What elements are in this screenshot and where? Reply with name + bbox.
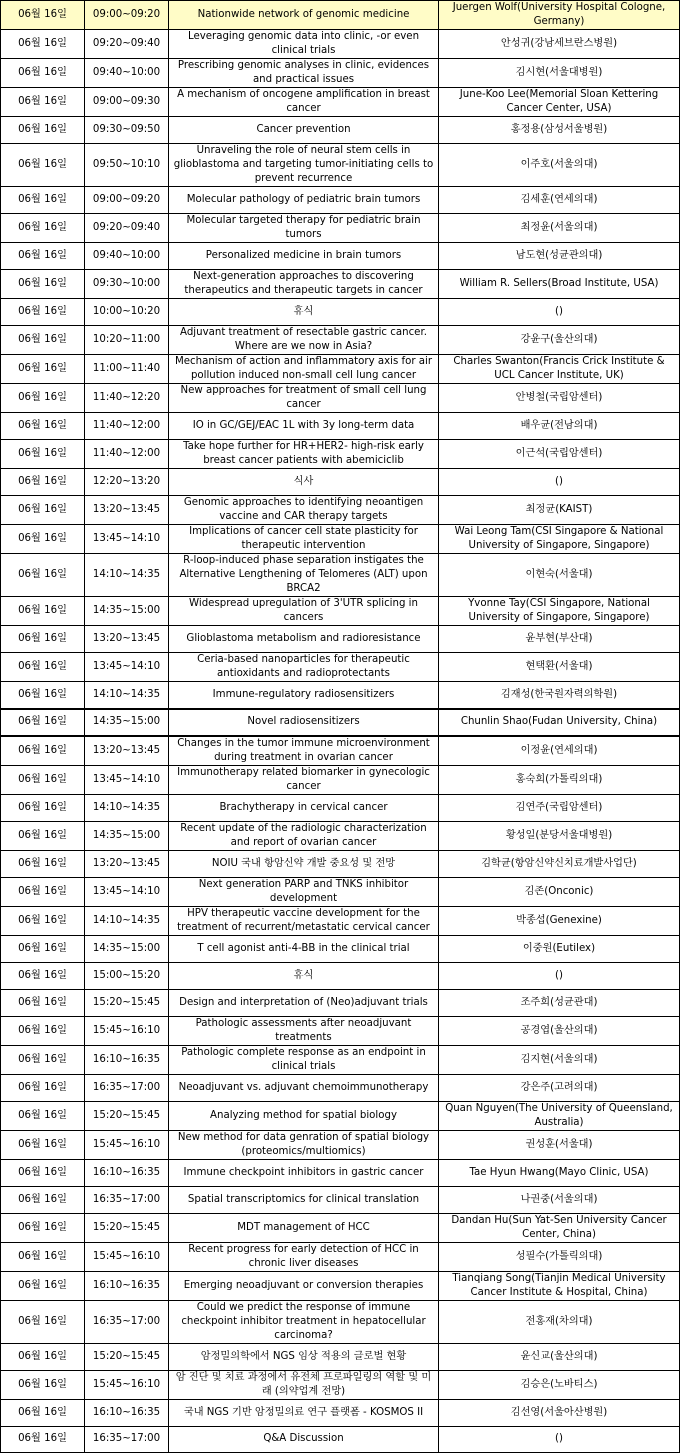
session-date: 06월 16일: [1, 270, 85, 299]
session-date: 06월 16일: [1, 1213, 85, 1242]
session-title: Immune-regulatory radiosensitizers: [169, 682, 439, 709]
table-row: [1, 117, 680, 144]
session-date: 06월 16일: [1, 1101, 85, 1130]
table-row: [1, 30, 680, 59]
session-speaker: (): [439, 299, 680, 326]
table-row: [1, 1045, 680, 1074]
session-speaker: Wai Leong Tam(CSI Singapore & National University of Singapore, Singapore): [439, 525, 680, 554]
session-speaker: Tae Hyun Hwang(Mayo Clinic, USA): [439, 1159, 680, 1186]
session-time: 15:45~16:10: [85, 1242, 169, 1271]
session-time: 10:00~10:20: [85, 299, 169, 326]
session-time: 13:45~14:10: [85, 877, 169, 906]
session-title: New approaches for treatment of small cell lung cancer: [169, 384, 439, 413]
table-row: [1, 554, 680, 597]
session-date: 06월 16일: [1, 496, 85, 525]
session-time: 15:45~16:10: [85, 1016, 169, 1045]
session-title: Next generation PARP and TNKS inhibitor development: [169, 877, 439, 906]
session-title: 휴식: [169, 299, 439, 326]
table-row: [1, 821, 680, 850]
session-time: 16:35~17:00: [85, 1426, 169, 1452]
session-date: 06월 16일: [1, 525, 85, 554]
table-row: [1, 682, 680, 709]
session-speaker: 김선영(서울아산병원): [439, 1399, 680, 1426]
session-time: 16:35~17:00: [85, 1074, 169, 1101]
session-date: 06월 16일: [1, 765, 85, 794]
table-row: [1, 597, 680, 626]
session-date: 06월 16일: [1, 554, 85, 597]
session-time: 16:10~16:35: [85, 1399, 169, 1426]
session-date: 06월 16일: [1, 355, 85, 384]
session-date: 06월 16일: [1, 413, 85, 440]
session-speaker: (): [439, 469, 680, 496]
session-title: Implications of cancer cell state plasticity for therapeutic intervention: [169, 525, 439, 554]
table-row: [1, 1074, 680, 1101]
session-date: 06월 16일: [1, 440, 85, 469]
table-row: [1, 736, 680, 766]
session-title: Cancer prevention: [169, 117, 439, 144]
session-speaker: 권성훈(서울대): [439, 1130, 680, 1159]
table-row: [1, 355, 680, 384]
session-title: Brachytherapy in cervical cancer: [169, 794, 439, 821]
session-date: 06월 16일: [1, 962, 85, 989]
table-row: [1, 440, 680, 469]
session-time: 13:45~14:10: [85, 653, 169, 682]
session-speaker: 윤신교(울산의대): [439, 1343, 680, 1370]
session-title: Immunotherapy related biomarker in gynecologic cancer: [169, 765, 439, 794]
session-date: 06월 16일: [1, 682, 85, 709]
table-row: [1, 653, 680, 682]
session-time: 11:40~12:20: [85, 384, 169, 413]
session-speaker: 김시현(서울대병원): [439, 59, 680, 88]
session-title: Next-generation approaches to discovering therapeutics and therapeutic targets in cancer: [169, 270, 439, 299]
session-time: 13:45~14:10: [85, 525, 169, 554]
session-date: 06월 16일: [1, 653, 85, 682]
session-time: 16:35~17:00: [85, 1186, 169, 1213]
table-row: [1, 326, 680, 355]
table-row: [1, 765, 680, 794]
session-time: 14:10~14:35: [85, 906, 169, 935]
session-title: Recent progress for early detection of HCC in chronic liver diseases: [169, 1242, 439, 1271]
session-speaker: 강은주(고려의대): [439, 1074, 680, 1101]
table-row: [1, 626, 680, 653]
session-title: MDT management of HCC: [169, 1213, 439, 1242]
session-title: Widespread upregulation of 3'UTR splicing in cancers: [169, 597, 439, 626]
session-speaker: Dandan Hu(Sun Yat-Sen University Cancer Center, China): [439, 1213, 680, 1242]
session-speaker: 이근석(국립암센터): [439, 440, 680, 469]
session-title: Molecular pathology of pediatric brain tumors: [169, 187, 439, 214]
session-date: 06월 16일: [1, 626, 85, 653]
table-row: [1, 1370, 680, 1399]
session-time: 14:10~14:35: [85, 682, 169, 709]
session-time: 13:20~13:45: [85, 496, 169, 525]
session-time: 13:20~13:45: [85, 850, 169, 877]
session-title: Novel radiosensitizers: [169, 709, 439, 736]
session-date: 06월 16일: [1, 597, 85, 626]
session-date: 06월 16일: [1, 1370, 85, 1399]
session-speaker: 홍숙희(가톨릭의대): [439, 765, 680, 794]
session-speaker: 이정윤(연세의대): [439, 736, 680, 766]
session-speaker: 이중원(Eutilex): [439, 935, 680, 962]
session-time: 15:45~16:10: [85, 1130, 169, 1159]
table-row: [1, 1426, 680, 1452]
session-time: 13:20~13:45: [85, 626, 169, 653]
session-speaker: 배우균(전남의대): [439, 413, 680, 440]
session-title: IO in GC/GEJ/EAC 1L with 3y long-term data: [169, 413, 439, 440]
session-title: Emerging neoadjuvant or conversion therapies: [169, 1271, 439, 1300]
table-row: [1, 962, 680, 989]
session-speaker: Yvonne Tay(CSI Singapore, National University of Singapore, Singapore): [439, 597, 680, 626]
session-date: 06월 16일: [1, 794, 85, 821]
session-time: 15:20~15:45: [85, 1213, 169, 1242]
session-date: 06월 16일: [1, 1159, 85, 1186]
session-speaker: 김연주(국립암센터): [439, 794, 680, 821]
session-time: 13:20~13:45: [85, 736, 169, 766]
session-speaker: 공경엽(울산의대): [439, 1016, 680, 1045]
session-title: NOIU 국내 항암신약 개발 중요성 및 전망: [169, 850, 439, 877]
session-date: 06월 16일: [1, 1, 85, 30]
table-row: [1, 877, 680, 906]
session-title: Q&A Discussion: [169, 1426, 439, 1452]
session-speaker: 안성귀(강남세브란스병원): [439, 30, 680, 59]
session-time: 09:20~09:40: [85, 30, 169, 59]
table-row: [1, 906, 680, 935]
session-title: A mechanism of oncogene amplification in breast cancer: [169, 88, 439, 117]
session-date: 06월 16일: [1, 1074, 85, 1101]
table-row: [1, 469, 680, 496]
session-speaker: 김존(Onconic): [439, 877, 680, 906]
session-speaker: William R. Sellers(Broad Institute, USA): [439, 270, 680, 299]
session-date: 06월 16일: [1, 59, 85, 88]
table-row: [1, 989, 680, 1016]
table-row: [1, 187, 680, 214]
session-speaker: Juergen Wolf(University Hospital Cologne, Germany): [439, 1, 680, 30]
session-speaker: (): [439, 962, 680, 989]
session-date: 06월 16일: [1, 30, 85, 59]
table-row: [1, 1300, 680, 1343]
table-row: [1, 1242, 680, 1271]
session-title: 휴식: [169, 962, 439, 989]
session-date: 06월 16일: [1, 144, 85, 187]
session-title: Recent update of the radiologic characterization and report of ovarian cancer: [169, 821, 439, 850]
table-row: [1, 1130, 680, 1159]
table-row: [1, 496, 680, 525]
session-time: 09:30~10:00: [85, 270, 169, 299]
session-speaker: 김학균(항암신약신치료개발사업단): [439, 850, 680, 877]
table-row: [1, 709, 680, 736]
session-title: T cell agonist anti-4-BB in the clinical trial: [169, 935, 439, 962]
session-speaker: 박종섭(Genexine): [439, 906, 680, 935]
session-date: 06월 16일: [1, 1426, 85, 1452]
session-date: 06월 16일: [1, 1242, 85, 1271]
session-speaker: 강윤구(울산의대): [439, 326, 680, 355]
session-time: 14:35~15:00: [85, 709, 169, 736]
session-date: 06월 16일: [1, 1399, 85, 1426]
table-row: [1, 299, 680, 326]
session-time: 13:45~14:10: [85, 765, 169, 794]
session-title: Personalized medicine in brain tumors: [169, 243, 439, 270]
table-row: [1, 1186, 680, 1213]
session-speaker: 윤부현(부산대): [439, 626, 680, 653]
session-time: 11:40~12:00: [85, 440, 169, 469]
table-row: [1, 413, 680, 440]
session-date: 06월 16일: [1, 326, 85, 355]
session-title: Glioblastoma metabolism and radioresistance: [169, 626, 439, 653]
table-row: [1, 794, 680, 821]
session-date: 06월 16일: [1, 117, 85, 144]
session-speaker: 현택환(서울대): [439, 653, 680, 682]
session-title: Molecular targeted therapy for pediatric brain tumors: [169, 214, 439, 243]
session-time: 15:20~15:45: [85, 1101, 169, 1130]
session-time: 11:00~11:40: [85, 355, 169, 384]
session-time: 15:20~15:45: [85, 1343, 169, 1370]
session-title: 암 진단 및 치료 과정에서 유전체 프로파일링의 역할 및 미래 (의약업계 전망): [169, 1370, 439, 1399]
table-row: [1, 243, 680, 270]
session-speaker: 김재성(한국원자력의학원): [439, 682, 680, 709]
table-row: [1, 59, 680, 88]
session-title: Unraveling the role of neural stem cells in glioblastoma and targeting tumor-initiating cells to prevent recurrence: [169, 144, 439, 187]
session-time: 14:35~15:00: [85, 935, 169, 962]
session-time: 14:35~15:00: [85, 821, 169, 850]
table-row: [1, 214, 680, 243]
session-date: 06월 16일: [1, 469, 85, 496]
session-speaker: Tianqiang Song(Tianjin Medical University Cancer Institute & Hospital, China): [439, 1271, 680, 1300]
session-date: 06월 16일: [1, 821, 85, 850]
session-time: 16:10~16:35: [85, 1271, 169, 1300]
table-row: [1, 1271, 680, 1300]
session-date: 06월 16일: [1, 989, 85, 1016]
session-time: 11:40~12:00: [85, 413, 169, 440]
session-speaker: Charles Swanton(Francis Crick Institute & UCL Cancer Institute, UK): [439, 355, 680, 384]
session-time: 14:10~14:35: [85, 554, 169, 597]
session-date: 06월 16일: [1, 243, 85, 270]
session-date: 06월 16일: [1, 1271, 85, 1300]
session-title: HPV therapeutic vaccine development for the treatment of recurrent/metastatic cervical cancer: [169, 906, 439, 935]
session-speaker: Chunlin Shao(Fudan University, China): [439, 709, 680, 736]
session-time: 10:20~11:00: [85, 326, 169, 355]
session-time: 09:00~09:20: [85, 187, 169, 214]
session-time: 16:35~17:00: [85, 1300, 169, 1343]
session-title: Ceria-based nanoparticles for therapeutic antioxidants and radioprotectants: [169, 653, 439, 682]
session-date: 06월 16일: [1, 1045, 85, 1074]
session-title: Take hope further for HR+HER2- high-risk early breast cancer patients with abemiciclib: [169, 440, 439, 469]
session-speaker: 성필수(가톨릭의대): [439, 1242, 680, 1271]
table-row: [1, 1016, 680, 1045]
session-time: 12:20~13:20: [85, 469, 169, 496]
session-speaker: 남도현(성균관의대): [439, 243, 680, 270]
session-date: 06월 16일: [1, 1300, 85, 1343]
session-speaker: 최정균(KAIST): [439, 496, 680, 525]
session-speaker: Quan Nguyen(The University of Queensland, Australia): [439, 1101, 680, 1130]
session-date: 06월 16일: [1, 850, 85, 877]
table-row: [1, 1213, 680, 1242]
session-title: Immune checkpoint inhibitors in gastric cancer: [169, 1159, 439, 1186]
session-date: 06월 16일: [1, 214, 85, 243]
session-speaker: 황성일(분당서울대병원): [439, 821, 680, 850]
table-row: [1, 144, 680, 187]
table-row: [1, 850, 680, 877]
session-date: 06월 16일: [1, 736, 85, 766]
session-speaker: 이현숙(서울대): [439, 554, 680, 597]
session-title: R-loop-induced phase separation instigates the Alternative Lengthening of Telomeres (ALT) upon BRCA2: [169, 554, 439, 597]
session-speaker: 조주희(성균관대): [439, 989, 680, 1016]
table-row: [1, 88, 680, 117]
session-date: 06월 16일: [1, 1186, 85, 1213]
session-time: 15:45~16:10: [85, 1370, 169, 1399]
session-title: Adjuvant treatment of resectable gastric cancer. Where are we now in Asia?: [169, 326, 439, 355]
session-title: Genomic approaches to identifying neoantigen vaccine and CAR therapy targets: [169, 496, 439, 525]
session-time: 09:20~09:40: [85, 214, 169, 243]
session-title: Nationwide network of genomic medicine: [169, 1, 439, 30]
session-title: Changes in the tumor immune microenvironment during treatment in ovarian cancer: [169, 736, 439, 766]
session-title: Neoadjuvant vs. adjuvant chemoimmunotherapy: [169, 1074, 439, 1101]
table-row: [1, 1, 680, 30]
session-time: 09:40~10:00: [85, 243, 169, 270]
session-title: Mechanism of action and inflammatory axis for air pollution induced non-small cell lung cancer: [169, 355, 439, 384]
session-date: 06월 16일: [1, 384, 85, 413]
table-row: [1, 1101, 680, 1130]
session-date: 06월 16일: [1, 88, 85, 117]
session-speaker: 최정윤(서울의대): [439, 214, 680, 243]
session-time: 15:00~15:20: [85, 962, 169, 989]
session-speaker: 안병철(국립암센터): [439, 384, 680, 413]
session-title: Design and interpretation of (Neo)adjuvant trials: [169, 989, 439, 1016]
table-row: [1, 384, 680, 413]
session-speaker: 김지현(서울의대): [439, 1045, 680, 1074]
session-date: 06월 16일: [1, 1016, 85, 1045]
session-time: 16:10~16:35: [85, 1045, 169, 1074]
session-date: 06월 16일: [1, 906, 85, 935]
session-time: 16:10~16:35: [85, 1159, 169, 1186]
session-date: 06월 16일: [1, 299, 85, 326]
session-title: 식사: [169, 469, 439, 496]
schedule-body: [1, 1, 680, 1453]
session-speaker: 전홍재(차의대): [439, 1300, 680, 1343]
session-time: 15:20~15:45: [85, 989, 169, 1016]
session-speaker: 홍정용(삼성서울병원): [439, 117, 680, 144]
session-date: 06월 16일: [1, 1130, 85, 1159]
session-title: 암정밀의학에서 NGS 임상 적용의 글로벌 현황: [169, 1343, 439, 1370]
session-time: 09:50~10:10: [85, 144, 169, 187]
session-date: 06월 16일: [1, 709, 85, 736]
session-date: 06월 16일: [1, 1343, 85, 1370]
session-time: 14:35~15:00: [85, 597, 169, 626]
session-speaker: 이주호(서울의대): [439, 144, 680, 187]
session-title: Pathologic assessments after neoadjuvant treatments: [169, 1016, 439, 1045]
session-speaker: June-Koo Lee(Memorial Sloan Kettering Cancer Center, USA): [439, 88, 680, 117]
session-time: 14:10~14:35: [85, 794, 169, 821]
session-title: Analyzing method for spatial biology: [169, 1101, 439, 1130]
session-title: Spatial transcriptomics for clinical translation: [169, 1186, 439, 1213]
session-time: 09:00~09:30: [85, 88, 169, 117]
table-row: [1, 1159, 680, 1186]
session-speaker: 김세훈(연세의대): [439, 187, 680, 214]
table-row: [1, 525, 680, 554]
session-title: Leveraging genomic data into clinic, -or even clinical trials: [169, 30, 439, 59]
session-speaker: 김승은(노바티스): [439, 1370, 680, 1399]
session-date: 06월 16일: [1, 187, 85, 214]
session-date: 06월 16일: [1, 877, 85, 906]
session-title: Pathologic complete response as an endpoint in clinical trials: [169, 1045, 439, 1074]
session-speaker: 나권중(서울의대): [439, 1186, 680, 1213]
session-time: 09:40~10:00: [85, 59, 169, 88]
session-title: Could we predict the response of immune checkpoint inhibitor treatment in hepatocellular carcinoma?: [169, 1300, 439, 1343]
session-title: New method for data genration of spatial biology (proteomics/multiomics): [169, 1130, 439, 1159]
table-row: [1, 1343, 680, 1370]
table-row: [1, 935, 680, 962]
session-speaker: (): [439, 1426, 680, 1452]
session-title: 국내 NGS 기반 암정밀의료 연구 플랫폼 - KOSMOS II: [169, 1399, 439, 1426]
session-title: Prescribing genomic analyses in clinic, evidences and practical issues: [169, 59, 439, 88]
session-time: 09:30~09:50: [85, 117, 169, 144]
table-row: [1, 1399, 680, 1426]
session-date: 06월 16일: [1, 935, 85, 962]
session-time: 09:00~09:20: [85, 1, 169, 30]
table-row: [1, 270, 680, 299]
